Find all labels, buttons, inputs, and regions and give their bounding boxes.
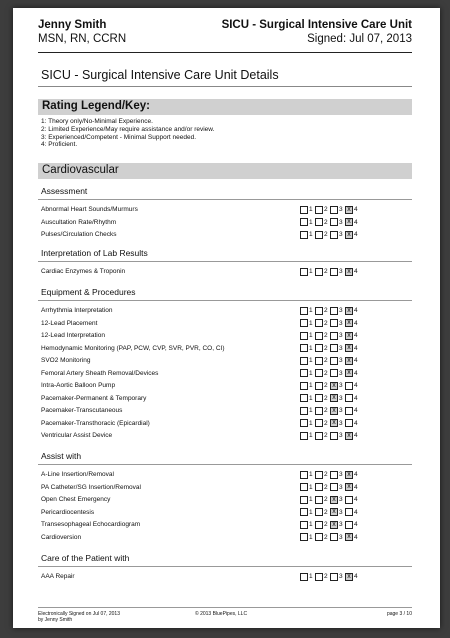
rating-checkbox-1[interactable] [300,218,308,226]
rating-checkbox-1[interactable] [300,471,308,479]
rating-checkbox-4[interactable] [345,344,353,352]
rating-number: 3 [339,231,343,238]
rating-options [300,405,360,416]
rating-checkbox-4[interactable] [345,521,353,529]
section-band [38,163,412,179]
rating-number: 1 [309,319,313,327]
rating-checkbox-2[interactable] [315,319,323,327]
rating-row [41,469,412,480]
rating-number: 3 [339,419,343,427]
skill-label: Transesophageal Echocardiogram [41,521,141,528]
legend-title: Rating Legend/Key: [42,100,150,112]
rating-number: 3 [339,307,343,314]
rating-number: 1 [309,231,313,238]
header-divider [38,52,412,53]
footer-divider [38,607,412,608]
rating-checkbox-4[interactable] [345,307,353,315]
rating-checkbox-3[interactable] [330,508,338,516]
rating-options [300,318,360,329]
rating-number: 1 [309,533,313,541]
rating-number: 4 [354,268,358,275]
rating-checkbox-1[interactable] [300,382,308,390]
skill-label: 12-Lead Interpretation [41,332,105,339]
rating-number: 3 [339,369,343,377]
rating-number: 2 [324,369,328,377]
rating-row [41,355,412,366]
rating-row [41,482,412,493]
rating-number: 3 [339,344,343,352]
skill-label: Cardioversion [41,533,82,541]
rating-number: 3 [339,432,343,439]
rating-checkbox-3[interactable] [330,382,338,390]
rating-checkbox-2[interactable] [315,382,323,390]
rating-number: 3 [339,508,343,516]
rating-number: 2 [324,218,328,226]
group-divider [38,566,412,567]
rating-number: 2 [324,407,328,414]
rating-checkbox-3[interactable] [330,231,338,239]
rating-checkbox-1[interactable] [300,407,308,415]
rating-row [41,405,412,416]
rating-checkbox-4[interactable] [345,432,353,440]
rating-checkbox-4[interactable] [345,231,353,239]
title-divider [38,86,412,87]
rating-checkbox-1[interactable] [300,206,308,214]
rating-checkbox-2[interactable] [315,332,323,340]
rating-number: 4 [354,307,358,314]
rating-checkbox-3[interactable] [330,369,338,377]
skill-label: Hemodynamic Monitoring (PAP, PCW, CVP, SVR, PVR, CO, CI) [41,344,225,352]
rating-number: 2 [324,533,328,541]
rating-checkbox-4[interactable] [345,394,353,402]
rating-checkbox-3[interactable] [330,573,338,581]
rating-checkbox-3[interactable] [330,419,338,427]
rating-number: 2 [324,206,328,213]
rating-checkbox-3[interactable] [330,533,338,541]
group-divider [38,464,412,465]
rating-number: 1 [309,307,313,314]
rating-number: 1 [309,496,313,503]
rating-checkbox-4[interactable] [345,483,353,491]
rating-checkbox-4[interactable] [345,218,353,226]
rating-checkbox-3[interactable] [330,319,338,327]
rating-checkbox-4[interactable] [345,319,353,327]
legend-list [41,118,214,149]
rating-number: 2 [324,432,328,439]
rating-number: 1 [309,419,313,427]
skill-label: Pacemaker-Transthoracic (Epicardial) [41,419,150,427]
rating-number: 1 [309,508,313,516]
rating-number: 4 [354,573,358,580]
rating-number: 2 [324,394,328,402]
skill-label: Abnormal Heart Sounds/Murmurs [41,206,138,213]
rating-checkbox-3[interactable] [330,218,338,226]
rating-checkbox-1[interactable] [300,508,308,516]
rating-checkbox-4[interactable] [345,357,353,365]
rating-checkbox-1[interactable] [300,231,308,239]
rating-number: 4 [354,332,358,339]
rating-options [300,418,360,429]
rating-checkbox-3[interactable] [330,521,338,529]
rating-number: 3 [339,332,343,339]
skill-label: Pericardiocentesis [41,508,95,516]
rating-checkbox-3[interactable] [330,407,338,415]
rating-row [41,204,412,215]
rating-options [300,494,360,505]
rating-options [300,532,360,543]
rating-checkbox-2[interactable] [315,206,323,214]
skill-label: Pacemaker-Transcutaneous [41,407,123,414]
rating-number: 3 [339,496,343,503]
rating-number: 2 [324,521,328,528]
rating-checkbox-1[interactable] [300,533,308,541]
group-title: Equipment & Procedures [41,287,136,297]
rating-number: 4 [354,344,358,352]
rating-number: 3 [339,357,343,364]
rating-number: 1 [309,483,313,491]
footer-signed-by: by Jenny Smith [38,617,73,623]
section-title: Cardiovascular [42,164,119,176]
rating-number: 2 [324,483,328,491]
rating-number: 2 [324,268,328,275]
rating-number: 1 [309,332,313,339]
rating-number: 1 [309,432,313,439]
rating-number: 3 [339,471,343,478]
rating-checkbox-1[interactable] [300,521,308,529]
rating-options [300,393,360,404]
rating-number: 2 [324,471,328,478]
rating-options [300,343,360,354]
rating-number: 2 [324,332,328,339]
rating-checkbox-3[interactable] [330,268,338,276]
rating-checkbox-2[interactable] [315,369,323,377]
rating-checkbox-3[interactable] [330,357,338,365]
nurse-credentials: MSN, RN, CCRN [38,33,127,45]
rating-row [41,571,412,582]
rating-checkbox-4[interactable] [345,471,353,479]
skill-label: AAA Repair [41,573,75,580]
rating-checkbox-3[interactable] [330,471,338,479]
rating-checkbox-1[interactable] [300,332,308,340]
group-divider [38,261,412,262]
skill-label: Femoral Artery Sheath Removal/Devices [41,369,159,377]
rating-number: 1 [309,218,313,226]
rating-number: 3 [339,483,343,491]
rating-number: 4 [354,394,358,402]
rating-checkbox-2[interactable] [315,218,323,226]
legend-band [38,99,412,115]
rating-checkbox-4[interactable] [345,369,353,377]
skill-label: Pulses/Circulation Checks [41,231,117,238]
rating-options [300,229,360,240]
group-title: Interpretation of Lab Results [41,248,148,258]
rating-number: 1 [309,206,313,213]
rating-checkbox-1[interactable] [300,394,308,402]
rating-row [41,494,412,505]
rating-options [300,482,360,493]
rating-checkbox-2[interactable] [315,432,323,440]
rating-number: 1 [309,268,313,275]
rating-row [41,532,412,543]
rating-number: 2 [324,419,328,427]
rating-checkbox-1[interactable] [300,307,308,315]
rating-number: 4 [354,471,358,478]
rating-row [41,430,412,441]
rating-options [300,430,360,441]
rating-checkbox-2[interactable] [315,357,323,365]
rating-checkbox-1[interactable] [300,344,308,352]
rating-checkbox-4[interactable] [345,407,353,415]
skill-label: PA Catheter/SG Insertion/Removal [41,483,141,491]
rating-checkbox-3[interactable] [330,307,338,315]
rating-checkbox-1[interactable] [300,432,308,440]
rating-row [41,318,412,329]
signed-date: Signed: Jul 07, 2013 [307,33,412,45]
group-divider [38,199,412,200]
rating-checkbox-2[interactable] [315,508,323,516]
rating-number: 1 [309,521,313,528]
rating-number: 4 [354,357,358,364]
rating-number: 3 [339,533,343,541]
rating-options [300,507,360,518]
rating-checkbox-3[interactable] [330,344,338,352]
rating-number: 4 [354,521,358,528]
rating-number: 2 [324,357,328,364]
rating-row [41,519,412,530]
rating-number: 3 [339,521,343,528]
rating-checkbox-1[interactable] [300,369,308,377]
rating-checkbox-3[interactable] [330,432,338,440]
footer-page-number: page 3 / 10 [386,611,412,617]
rating-checkbox-1[interactable] [300,496,308,504]
skill-label: Cardiac Enzymes & Troponin [41,268,126,275]
rating-checkbox-2[interactable] [315,573,323,581]
rating-number: 2 [324,344,328,352]
rating-options [300,204,360,215]
rating-number: 4 [354,533,358,541]
rating-number: 4 [354,206,358,213]
rating-row [41,418,412,429]
rating-checkbox-2[interactable] [315,344,323,352]
rating-options [300,519,360,530]
rating-number: 2 [324,573,328,580]
skill-label: SVO2 Monitoring [41,357,91,364]
rating-options [300,368,360,379]
rating-checkbox-4[interactable] [345,533,353,541]
rating-options [300,217,360,228]
group-title: Care of the Patient with [41,553,130,563]
rating-checkbox-3[interactable] [330,483,338,491]
rating-checkbox-2[interactable] [315,268,323,276]
rating-number: 1 [309,357,313,364]
rating-checkbox-2[interactable] [315,394,323,402]
rating-checkbox-2[interactable] [315,533,323,541]
rating-checkbox-3[interactable] [330,394,338,402]
document-page [13,8,440,628]
rating-number: 3 [339,394,343,402]
rating-number: 3 [339,382,343,389]
rating-checkbox-2[interactable] [315,307,323,315]
rating-number: 3 [339,573,343,580]
unit-title: SICU - Surgical Intensive Care Unit [221,19,412,31]
rating-checkbox-2[interactable] [315,496,323,504]
rating-checkbox-2[interactable] [315,471,323,479]
rating-number: 2 [324,496,328,503]
rating-number: 1 [309,382,313,389]
footer-signature [38,611,120,623]
rating-number: 4 [354,218,358,226]
rating-number: 1 [309,369,313,377]
rating-number: 4 [354,231,358,238]
rating-row [41,343,412,354]
skill-label: Pacemaker-Permanent & Temporary [41,394,147,402]
rating-row [41,393,412,404]
rating-number: 1 [309,573,313,580]
rating-number: 2 [324,508,328,516]
skill-label: Arrhythmia Interpretation [41,307,113,314]
rating-checkbox-1[interactable] [300,319,308,327]
rating-number: 2 [324,319,328,327]
rating-checkbox-2[interactable] [315,407,323,415]
rating-row [41,305,412,316]
skill-label: Auscultation Rate/Rhythm [41,218,117,226]
rating-checkbox-1[interactable] [300,419,308,427]
legend-item: 4: Proficient. [41,141,78,149]
rating-number: 3 [339,218,343,226]
footer-signed-line: Electronically Signed on Jul 07, 2013 [38,611,120,617]
rating-checkbox-4[interactable] [345,268,353,276]
rating-number: 3 [339,407,343,414]
skill-label: Open Chest Emergency [41,496,111,503]
rating-checkbox-1[interactable] [300,268,308,276]
rating-number: 2 [324,307,328,314]
rating-number: 2 [324,382,328,389]
rating-number: 4 [354,432,358,439]
rating-checkbox-1[interactable] [300,573,308,581]
group-title: Assessment [41,186,88,196]
rating-number: 1 [309,344,313,352]
rating-options [300,266,360,277]
document-title: SICU - Surgical Intensive Care Unit Details [41,68,279,82]
rating-number: 4 [354,496,358,503]
skill-label: A-Line Insertion/Removal [41,471,114,478]
rating-checkbox-4[interactable] [345,206,353,214]
rating-checkbox-4[interactable] [345,332,353,340]
nurse-name: Jenny Smith [38,19,107,31]
rating-checkbox-3[interactable] [330,206,338,214]
rating-checkbox-4[interactable] [345,382,353,390]
rating-checkbox-2[interactable] [315,483,323,491]
group-divider [38,300,412,301]
footer-copyright: © 2013 BluePipes, LLC [195,611,248,617]
rating-number: 1 [309,394,313,402]
skill-label: 12-Lead Placement [41,319,98,327]
rating-checkbox-3[interactable] [330,332,338,340]
rating-number: 2 [324,231,328,238]
rating-number: 1 [309,471,313,478]
rating-row [41,229,412,240]
legend-item: 1: Theory only/No-Minimal Experience. [41,118,153,125]
rating-number: 4 [354,419,358,427]
skill-label: Intra-Aortic Balloon Pump [41,382,116,389]
group-title: Assist with [41,451,82,461]
rating-checkbox-1[interactable] [300,357,308,365]
rating-number: 4 [354,319,358,327]
rating-number: 4 [354,382,358,389]
rating-checkbox-2[interactable] [315,231,323,239]
rating-checkbox-4[interactable] [345,419,353,427]
rating-checkbox-4[interactable] [345,508,353,516]
skill-label: Ventricular Assist Device [41,432,113,439]
rating-row [41,217,412,228]
rating-checkbox-2[interactable] [315,521,323,529]
rating-checkbox-4[interactable] [345,496,353,504]
rating-number: 4 [354,508,358,516]
rating-checkbox-1[interactable] [300,483,308,491]
rating-row [41,368,412,379]
legend-item: 2: Limited Experience/May require assistance and/or review. [41,125,215,133]
rating-row [41,380,412,391]
rating-number: 4 [354,369,358,377]
rating-row [41,330,412,341]
rating-checkbox-4[interactable] [345,573,353,581]
rating-options [300,355,360,366]
rating-number: 3 [339,268,343,275]
rating-number: 1 [309,407,313,414]
rating-options [300,305,360,316]
rating-number: 4 [354,407,358,414]
rating-options [300,380,360,391]
legend-item: 3: Experienced/Competent - Minimal Support needed. [41,133,197,141]
rating-row [41,266,412,277]
rating-checkbox-2[interactable] [315,419,323,427]
rating-options [300,571,360,582]
rating-options [300,330,360,341]
rating-number: 4 [354,483,358,491]
rating-row [41,507,412,518]
rating-checkbox-3[interactable] [330,496,338,504]
rating-options [300,469,360,480]
rating-number: 3 [339,206,343,213]
rating-number: 3 [339,319,343,327]
